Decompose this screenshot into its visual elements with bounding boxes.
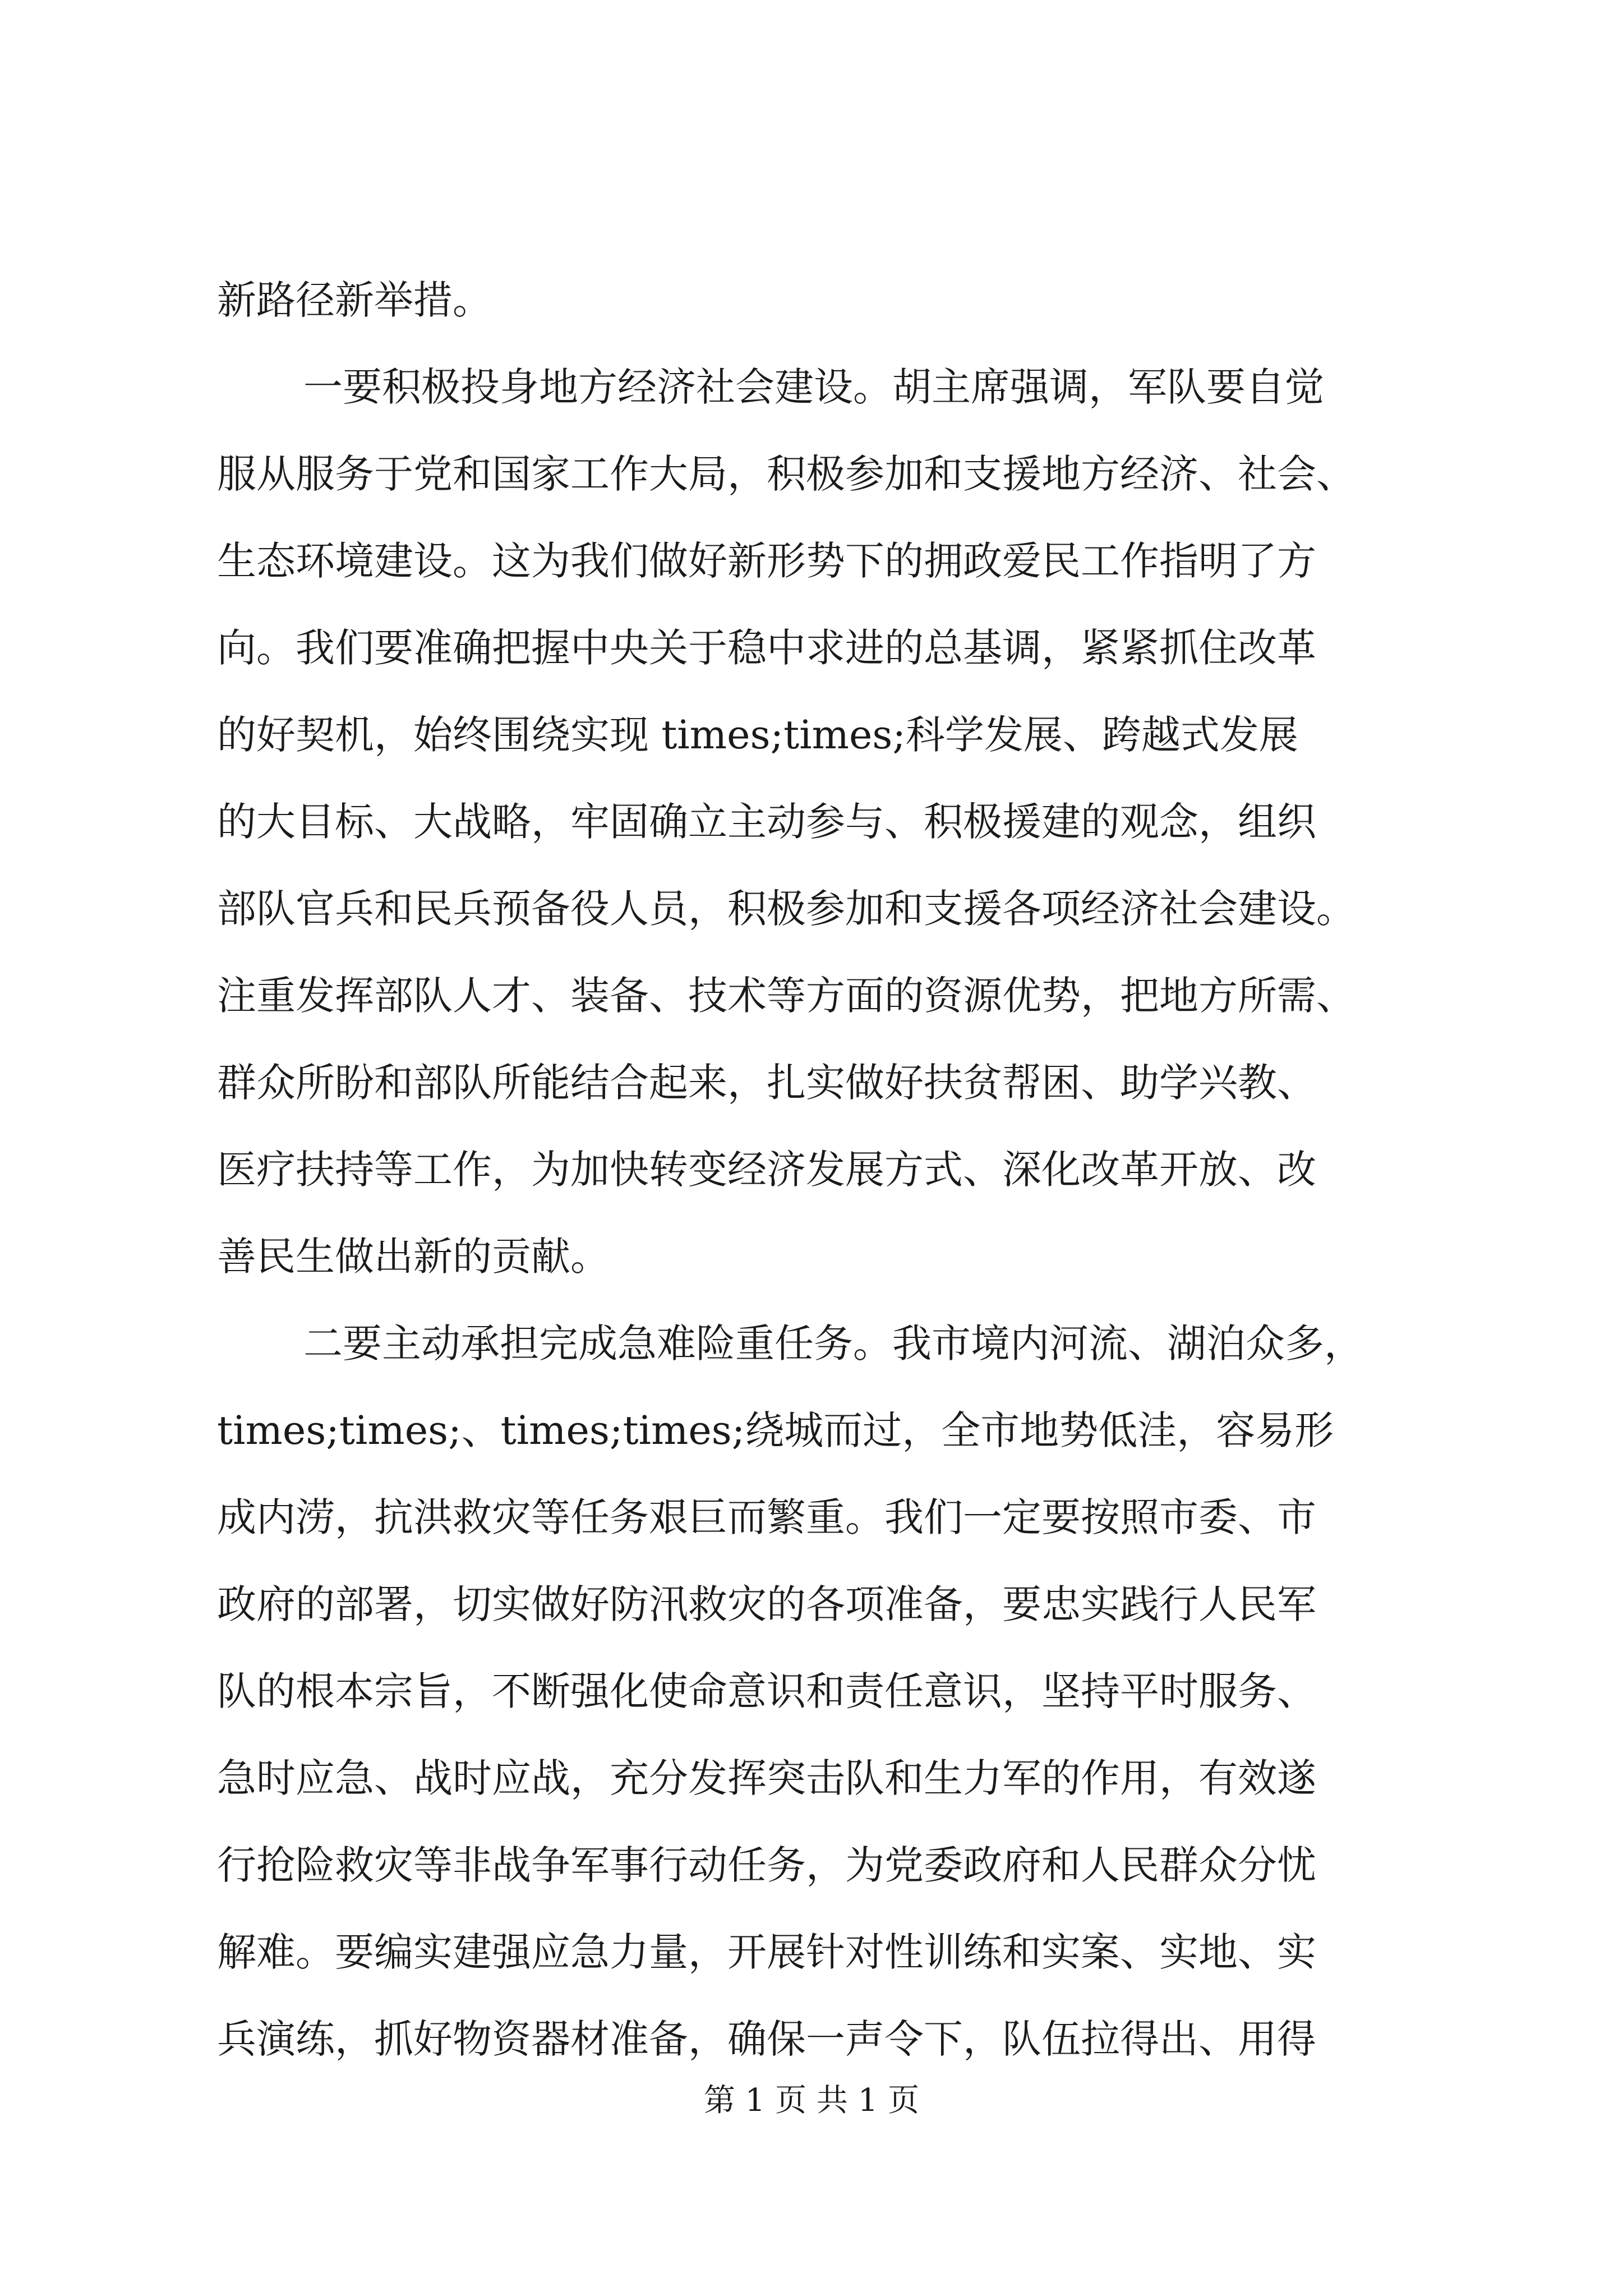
page-number-label: 第 1 页 共 1 页 bbox=[703, 2082, 920, 2119]
paragraph-first-line: 二要主动承担完成急难险重任务。我市境内河流、湖泊众多， bbox=[303, 1320, 1363, 1366]
text-line: 向。我们要准确把握中央关于稳中求进的总基调，紧紧抓住改革 bbox=[217, 625, 1316, 671]
text-line: 成内涝，抗洪救灾等任务艰巨而繁重。我们一定要按照市委、市 bbox=[217, 1494, 1316, 1540]
document-body bbox=[217, 257, 1424, 2083]
text-line: 急时应急、战时应战，充分发挥突击队和生力军的作用，有效遂 bbox=[217, 1755, 1316, 1801]
text-line: times;times;、times;times;绕城而过，全市地势低洼，容易形 bbox=[217, 1407, 1334, 1453]
paragraph-first-line: 一要积极投身地方经济社会建设。胡主席强调，军队要自觉 bbox=[303, 364, 1324, 410]
text-line: 的大目标、大战略，牢固确立主动参与、积极援建的观念，组织 bbox=[217, 799, 1316, 845]
text-line: 新路径新举措。 bbox=[217, 277, 492, 323]
text-line: 的好契机，始终围绕实现 times;times;科学发展、跨越式发展 bbox=[217, 712, 1298, 758]
page-footer bbox=[0, 2076, 1623, 2120]
text-line: 兵演练，抓好物资器材准备，确保一声令下，队伍拉得出、用得 bbox=[217, 2016, 1316, 2062]
text-line: 注重发挥部队人才、装备、技术等方面的资源优势，把地方所需、 bbox=[217, 973, 1355, 1019]
text-line: 医疗扶持等工作，为加快转变经济发展方式、深化改革开放、改 bbox=[217, 1147, 1316, 1193]
text-line: 善民生做出新的贡献。 bbox=[217, 1234, 610, 1280]
text-line: 行抢险救灾等非战争军事行动任务，为党委政府和人民群众分忧 bbox=[217, 1842, 1316, 1888]
text-line: 群众所盼和部队所能结合起来，扎实做好扶贫帮困、助学兴教、 bbox=[217, 1060, 1316, 1106]
text-line: 服从服务于党和国家工作大局，积极参加和支援地方经济、社会、 bbox=[217, 451, 1355, 497]
text-line: 解难。要编实建强应急力量，开展针对性训练和实案、实地、实 bbox=[217, 1929, 1316, 1975]
text-line: 生态环境建设。这为我们做好新形势下的拥政爱民工作指明了方 bbox=[217, 538, 1316, 584]
text-line: 部队官兵和民兵预备役人员，积极参加和支援各项经济社会建设。 bbox=[217, 886, 1355, 932]
text-line: 队的根本宗旨，不断强化使命意识和责任意识，坚持平时服务、 bbox=[217, 1668, 1316, 1714]
text-line: 政府的部署，切实做好防汛救灾的各项准备，要忠实践行人民军 bbox=[217, 1581, 1316, 1627]
